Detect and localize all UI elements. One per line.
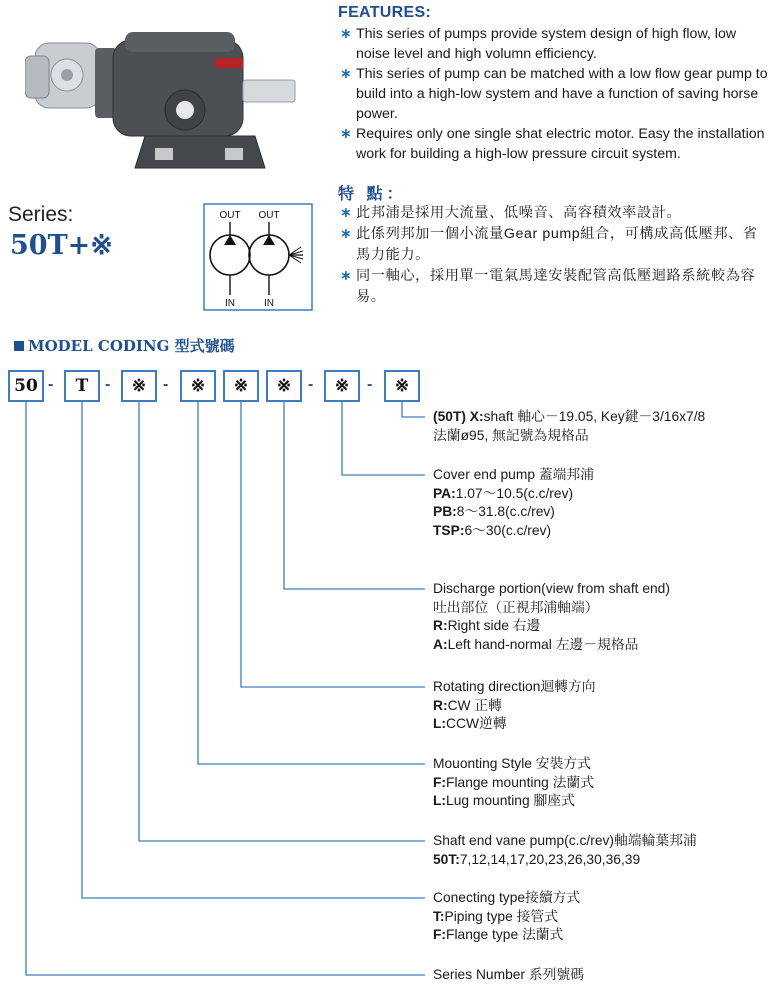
desc-mounting: Mouonting Style 安裝方式 F:Flange mounting 法蘭式 L:Lug mounting 腳座式 — [433, 756, 595, 808]
symbol-out-left: OUT — [219, 210, 241, 221]
desc-series-number: Series Number 系列號碼 — [433, 967, 585, 982]
features-zh-title: 特 點： — [338, 186, 407, 203]
feature-zh-item: ∗ 此邦浦是採用大流量、低噪音、高容積效率設計。 — [338, 203, 768, 224]
desc-connecting: Conecting type接續方式 T:Piping type 接管式 F:Flange type 法蘭式 — [433, 890, 581, 942]
code-dash: - — [367, 376, 373, 393]
feature-zh-item: ∗ 此係列邦加一個小流量Gear pump組合，可構成高低壓邦、省馬力能力。 — [340, 226, 758, 263]
feature-item: ∗ This series of pump can be matched with a low flow gear pump to build into a high-low system and have a function of saving horse power. — [340, 66, 768, 122]
desc-rotation: Rotating direction迴轉方向 R:CW 正轉 L:CCW逆轉 — [433, 679, 596, 731]
code-box-rotation: ※ — [223, 370, 259, 402]
feature-item: ∗ Requires only one single shat electric motor. Easy the installation work for building a high-low pressure circuit system. — [340, 126, 765, 162]
code-box-shaft-key: ※ — [384, 370, 420, 402]
code-dash: - — [48, 376, 54, 393]
asterisk-icon: ∗ — [340, 26, 352, 42]
code-box-mounting: ※ — [180, 370, 216, 402]
series-label: Series: — [8, 203, 74, 226]
code-box-shaft-pump: ※ — [121, 370, 157, 402]
code-box-series: 50 — [8, 370, 44, 402]
feature-zh-item: ∗ 同一軸心，採用單一電氣馬達安裝配管高低壓迴路系統較為容易。 — [340, 268, 756, 305]
desc-discharge: Discharge portion(view from shaft end) 吐出部位（正視邦浦軸端） R:Right side 右邊 A:Left hand-normal 左邊－規格品 — [433, 581, 670, 652]
asterisk-icon: ∗ — [340, 66, 352, 82]
desc-cover-pump: Cover end pump 蓋端邦浦 PA:1.07～10.5(c.c/rev) PB:8～31.8(c.c/rev) TSP:6～30(c.c/rev) — [433, 467, 595, 538]
desc-shaft-key: (50T) X:shaft 軸心－19.05, Key鍵－3/16x7/8 法蘭ø95, 無記號為規格品 — [433, 409, 706, 443]
square-bullet-icon — [14, 341, 24, 351]
code-box-connecting: T — [64, 370, 100, 402]
features-zh-list — [338, 203, 768, 308]
code-box-cover-pump: ※ — [324, 370, 360, 402]
pump-photo — [25, 18, 315, 178]
asterisk-icon: ∗ — [340, 126, 352, 142]
code-dash: - — [105, 376, 111, 393]
features-title: FEATURES: — [338, 4, 432, 21]
code-dash: - — [163, 376, 169, 393]
code-box-discharge: ※ — [266, 370, 302, 402]
symbol-out-right: OUT — [258, 210, 280, 221]
pump-symbol — [203, 203, 313, 311]
code-dash: - — [308, 376, 314, 393]
asterisk-icon: ∗ — [340, 205, 353, 221]
symbol-in-right: IN — [264, 298, 274, 309]
feature-item: ∗ This series of pumps provide system design of high flow, low noise level and high volumn efficiency. — [340, 26, 737, 62]
model-coding-title: MODEL CODING 型式號碼 — [14, 335, 235, 356]
features-list — [338, 24, 773, 164]
symbol-in-left: IN — [225, 298, 235, 309]
desc-shaft-pump: Shaft end vane pump(c.c/rev)軸端輪葉邦浦 50T:7,12,14,17,20,23,26,30,36,39 — [433, 833, 697, 867]
asterisk-icon: ∗ — [340, 268, 353, 284]
asterisk-icon: ∗ — [340, 226, 353, 242]
series-value: 50T+※ — [10, 230, 113, 261]
